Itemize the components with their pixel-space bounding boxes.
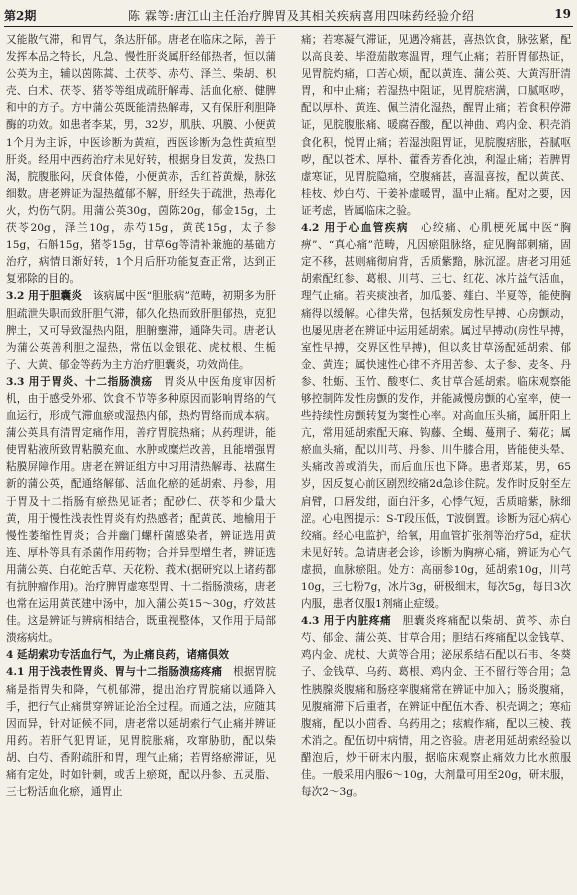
section-3-3-heading: 3.3 用于胃炎、十二指肠溃疡 xyxy=(6,375,153,388)
issue-label: 第2期 xyxy=(4,9,37,23)
left-column xyxy=(6,32,276,890)
right-column xyxy=(301,32,571,890)
running-header xyxy=(4,4,573,27)
section-4-heading: 4 延胡索功专活血行气，为止痛良药，诸痛俱效 xyxy=(6,649,229,662)
section-4-2-body: 心绞痛、心肌梗死属中医“胸痹”、“真心痛”范畴，凡因瘀阻脉络，症见胸部刺痛，固定不移，甚则痛彻肩背，舌质紫黯，脉沉涩。唐老习用延胡索配红参、葛根、川芎、三七、红花、冰片益气活血，理气止痛。若夹痰浊者，加瓜蒌、薤白、半夏等，能使胸痛得以缓解。心律失常，包括频发房性早搏、心房颤动，也屡见唐老在辨证中运用延胡索。属过早搏动(房性早搏，室性早搏，交界区性早搏)，但以炙甘草汤配延胡索、郁金、黄连；属快速性心律不齐用苦参、太子参、麦冬、丹参、牡蛎、玉竹、酸枣仁、炙甘草合延胡索。临床观察能够控制阵发性房颤的发作，并能减慢房颤的心室率，使一些持续性房颤转复为窦性心率。对高血压头痛，属肝阳上亢，常用延胡索配天麻、钩藤、全蝎、蔓荆子、菊花；属瘀血头痛，配以川芎、丹参、川牛膝合用，皆能使头晕、头痛改善或消失，而后血压也下降。患者郑某，男，65岁，因反复心前区剧烈绞痛2d急诊住院。发作时反射至左肩臂，口唇发绀，面白汗多，心悸气短，舌质暗紫，脉细涩。心电图提示：S-T段压低，T波倒置。诊断为冠心病心绞痛。经心电监护，给氧，用血管扩张剂等治疗5d，症状未见好转。急请唐老会诊，诊断为胸痹心痛，辨证为心气虚损，血脉瘀阻。处方：高丽参10g，延胡索10g，川芎10g，三七粉7g，冰片3g，研极细末，每次5g，每日3次内服，患者仅服1剂痛止症缓。 xyxy=(301,222,571,611)
section-3-3-body: 胃炎从中医角度审因析机，由于感受外邪、饮食不节等多种原因而影响胃络的气血运行，形成气滞血瘀或湿热内郁，热灼胃络而成本病。蒲公英具有清胃定痛作用，善疗胃脘热痛；从药理讲，能使胃粘液所致胃粘膜充血、水肿或糜烂改善，且能增强胃粘膜屏障作用。唐老在辨证组方中习用清热解毒、祛腐生新的蒲公英，配通络解郁、活血化瘀的延胡索、丹参，用于胃及十二指肠有瘀热见证者；配砂仁、茯苓和少量大黄，用于慢性浅表性胃炎有灼热感者；配黄芪、地榆用于慢性萎缩性胃炎；合并幽门螺杆菌感染者，辨证选用黄连、厚朴等具有杀菌作用药物；合并异型增生者，辨证选用蒲公英、白花蛇舌草、天花粉、莪术(据研究以上诸药都有抗肿瘤作用)。治疗脾胃虚寒型胃、十二指肠溃疡，唐老也常在运用黄芪建中汤中，加入蒲公英15～30g，疗效甚佳。这是辨证与辨病相结合，既重视整体，又作用于局部溃疡病灶。 xyxy=(6,375,276,645)
running-title: 陈 霖等:唐江山主任治疗脾胃及其相关疾病喜用四味药经验介绍 xyxy=(128,9,475,23)
section-4-2-heading: 4.2 用于心血管疾病 xyxy=(301,222,409,235)
section-4-1-body: 根据胃脘痛是指胃失和降，气机郁滞，提出治疗胃脘痛以通降入手，把行气止痛贯穿辨证论治全过程。而通之法，应随其因而异，针对证候不同，唐老常以延胡索行气止痛并辨证用药。若肝气犯胃证，见胃脘胀痛，攻窜胁肋，配以柴胡、白芍、香附疏肝和胃，理气止痛；若胃络瘀滞证，见痛有定处，时如针刺，或舌上瘀斑，配以丹参、五灵脂、三七粉活血化瘀，通胃止 xyxy=(6,666,276,799)
section-4-1-heading: 4.1 用于浅表性胃炎、胃与十二指肠溃疡疼痛 xyxy=(6,666,223,679)
paragraph-continuation-right: 痛；若寒凝气滞证，见遇冷痛甚，喜热饮食，脉弦紧，配以高良姜、毕澄茄散寒温胃，理气止痛；若肝胃郁热证，见胃脘灼痛，口苦心烦，配以黄连、蒲公英、大黄泻肝清胃，和中止痛；若湿热中阻证，见胃脘痞满，口腻呕哕，配以厚朴、黄连、佩兰清化湿热，醒胃止痛；若食积停滞证，见脘腹胀痛、暖腐吞酸，配以神曲、鸡内金、积壳消食化积，悦胃止痛；若湿浊阻胃证，见脘腹痞胀，苔腻呕哕，配以苍术、厚朴、藿香芳香化浊，利湿止痛；若脾胃虚寒证，见胃脘隐痛，空腹痛甚，喜温喜按，配以黄芪、桂枝、炒白芍、干姜补虚暖胃，温中止痛。配对之要，因证考虑，皆属临床之验。 xyxy=(301,34,571,217)
section-3-2-body: 该病属中医“胆胀病”范畴，初期多为肝胆疏泄失职而致肝胆气滞，郁久化热而致肝胆郁热，克犯脾土，又可导致湿热内阻，胆腑壅滞，通降失司。唐老认为蒲公英善利胆之湿热，常伍以金银花、虎杖根、生栀子、大黄、郁金等药为主方治疗胆囊炎，功效尚佳。 xyxy=(6,290,276,371)
paragraph-continuation: 又能散气滞，和胃气，条达肝郁。唐老在临床之际，善于发挥本品之特长，凡急、慢性肝炎属肝经郁热者，恒以蒲公英为主，辅以茵陈蒿、土茯苓、赤芍、泽兰、柴胡、枳壳、白术、茯苓、猪苓等组成疏肝解毒、活血化瘀、健脾和中的方子。方中蒲公英既能清热解毒，又有保肝利胆降酶的功效。如患者李某，男，32岁，肌肤、巩膜、小便黄1个月为主诉，中医诊断为黄疸，西医诊断为急性黄疸型肝炎。经用中西药治疗未见好转，根据身目发黄，发热口渴，脘腹胀闷，厌食体倦，小便黄赤，舌红苔黄燥，脉弦细数。唐老辨证为湿热蕴郁不解，肝经失于疏泄，热毒化火，灼伤气阴。用蒲公英30g，茵陈20g，郁金15g，土茯苓20g，泽兰10g，赤芍15g，黄芪15g，太子参15g，石斛15g，猪苓15g，甘草6g等清补兼施的基础方治疗，病情日渐好转，1个月后肝功能复查正常，达到正复邪除的目的。 xyxy=(6,34,276,286)
section-3-2-heading: 3.2 用于胆囊炎 xyxy=(6,290,83,303)
section-4-3-body: 胆囊炎疼痛配以柴胡、黄芩、赤白芍、郁金、蒲公英、甘草合用；胆结石疼痛配以金钱草、鸡内金、虎杖、大黄等合用；泌尿系结石配以石韦、冬葵子、金钱草、乌药、葛根、鸡内金、王不留行等合用；急性胰腺炎腹痛和肠痉挛腹痛常在辨证中加入；肠炎腹痛，见腹痛滞下后重者，在辨证中配伍木香、枳壳调之；寒疝腹痛，配以小茴香、乌药用之；痃瘕作痛，配以三棱、莪术消之。配伍切中病情，用之咨验。唐老用延胡索经验以醋泡后，炒干研末内服，据临床观察止痛效力比水煎服佳。一般采用内服6～10g，大剂量可用至20g，研末服，每次2～3g。 xyxy=(301,615,571,799)
page-number: 19 xyxy=(554,7,571,21)
section-4-3-heading: 4.3 用于内脏疼痛 xyxy=(301,615,392,628)
